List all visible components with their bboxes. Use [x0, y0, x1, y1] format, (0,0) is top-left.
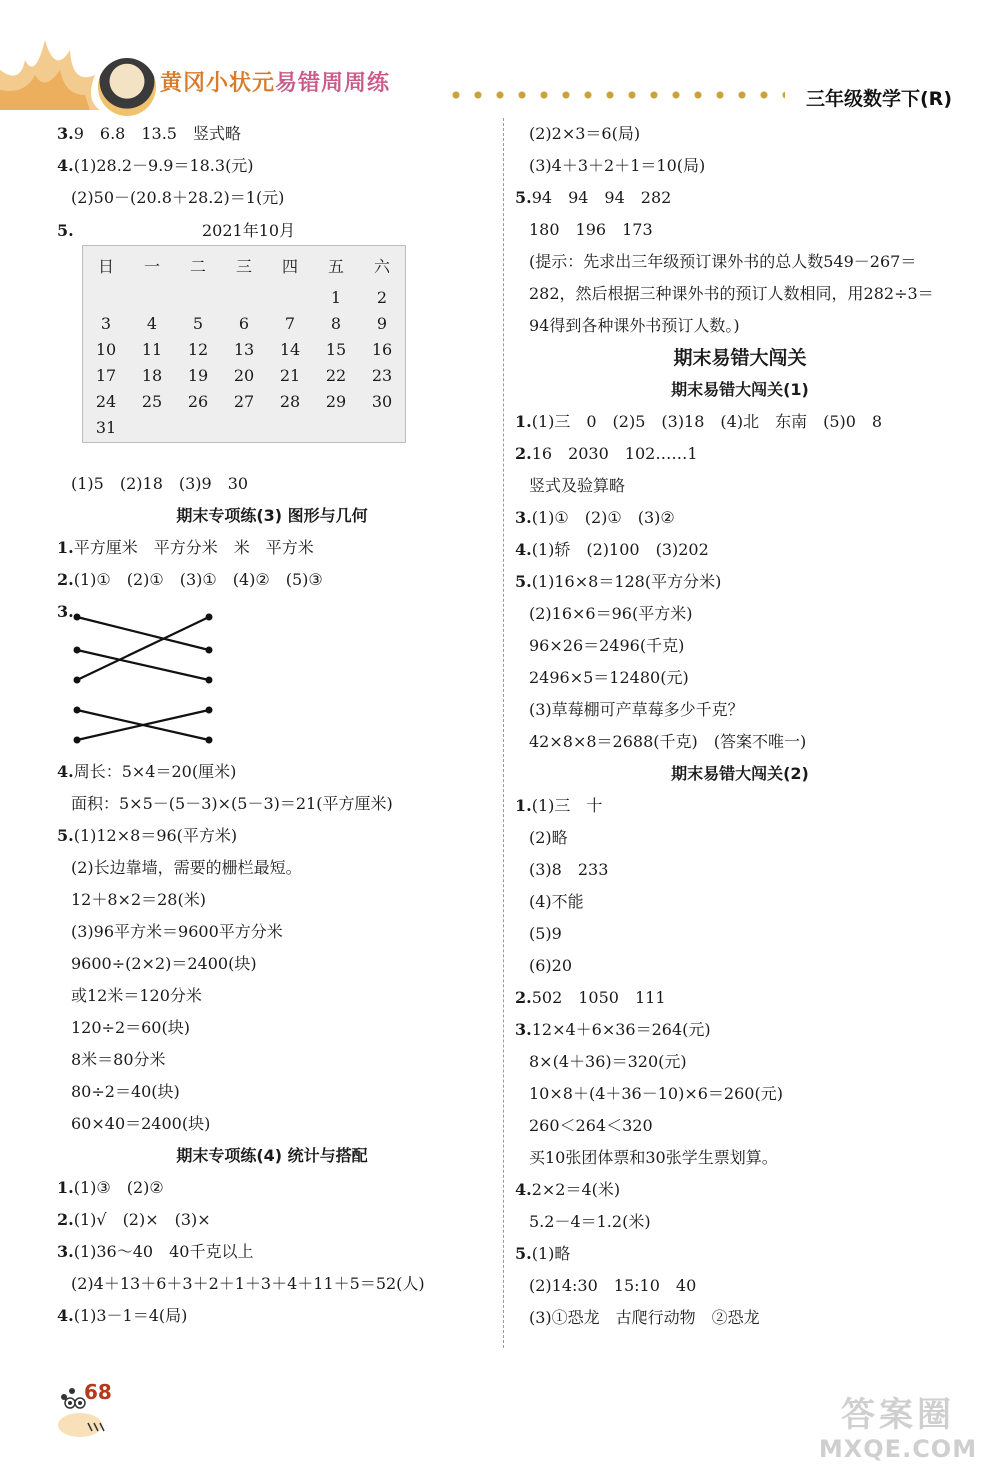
calendar-day-cell — [83, 284, 129, 310]
answer-line: 96×26＝2496(千克) — [529, 636, 685, 655]
answer-line: 8米＝80分米 — [71, 1050, 166, 1069]
answer-line: 42×8×8＝2688(千克) (答案不唯一) — [529, 732, 807, 751]
calendar-table — [82, 245, 406, 443]
left-column — [57, 118, 487, 214]
answer-line: 4.2×2＝4(米) — [515, 1180, 621, 1199]
answer-line: 12＋8×2＝28(米) — [71, 890, 206, 909]
hint-line: (提示：先求出三年级预订课外书的总人数549－267＝ — [529, 252, 917, 271]
answer-line: 1.平方厘米 平方分米 米 平方米 — [57, 538, 314, 557]
answer-line: 面积：5×5－(5－3)×(5－3)＝21(平方厘米) — [71, 794, 393, 813]
calendar-day-cell: 12 — [187, 339, 209, 359]
answer-line: (3)4＋3＋2＋1＝10(局) — [529, 156, 706, 175]
answer-line: (3)96平方米＝9600平方分米 — [71, 922, 283, 941]
answer-line: 1.(1)三 0 (2)5 (3)18 (4)北 东南 (5)0 8 — [515, 412, 883, 431]
answer-line: (2)略 — [529, 828, 568, 847]
calendar-day-cell — [221, 414, 267, 440]
calendar-day-cell — [267, 284, 313, 310]
answer-line: (2)4＋13＋6＋3＋2＋1＋3＋4＋11＋5＝52(人) — [71, 1274, 425, 1293]
calendar-day-cell: 1 — [330, 287, 342, 307]
left-column-part3 — [57, 756, 487, 1332]
calendar-day-cell — [359, 414, 405, 440]
calendar-day-cell: 18 — [141, 365, 163, 385]
calendar-day-cell: 3 — [100, 313, 112, 333]
calendar-day-cell: 30 — [371, 391, 393, 411]
answer-line: 2.16 2030 102……1 — [515, 444, 698, 463]
answer-line: 3.(1)① (2)① (3)② — [515, 508, 675, 527]
mascot-logo — [98, 58, 156, 116]
calendar-weekday-header: 五 — [327, 256, 344, 276]
calendar-day-cell: 11 — [141, 339, 163, 359]
main-section-title: 期末易错大闯关 — [673, 347, 807, 369]
answer-line: 5.(1)12×8＝96(平方米) — [57, 826, 238, 845]
calendar-day-cell: 7 — [284, 313, 296, 333]
dot-border-decoration — [445, 88, 785, 102]
watermark-text-top: 答案圈 — [841, 1395, 955, 1435]
calendar-day-cell: 26 — [187, 391, 209, 411]
answer-line: (2)14:30 15:10 40 — [529, 1276, 697, 1295]
calendar-day-cell: 16 — [371, 339, 393, 359]
calendar-day-cell: 13 — [233, 339, 255, 359]
grade-label: 三年级数学下(R) — [806, 88, 952, 110]
section-title: 期末专项练(3) 图形与几何 — [176, 506, 368, 525]
answer-line: 4.周长：5×4＝20(厘米) — [57, 762, 237, 781]
calendar-weekday-header: 一 — [143, 256, 160, 276]
calendar-day-cell: 4 — [146, 313, 158, 333]
calendar-day-cell: 24 — [95, 391, 117, 411]
answer-line: (4)不能 — [529, 892, 584, 911]
answer-line: 2.502 1050 111 — [515, 988, 666, 1007]
calendar-title-row — [57, 217, 487, 245]
calendar-day-cell: 22 — [325, 365, 347, 385]
calendar-week-row — [83, 414, 405, 440]
hint-line: 282，然后根据三种课外书的预订人数相同，用282÷3＝ — [529, 284, 934, 303]
calendar-weekday-header: 二 — [189, 256, 206, 276]
answer-line: 5.(1)略 — [515, 1244, 571, 1263]
calendar-day-cell: 9 — [376, 313, 388, 333]
answer-line: 3.9 6.8 13.5 竖式略 — [57, 124, 241, 143]
calendar-day-cell: 29 — [325, 391, 347, 411]
calendar-week-row — [83, 284, 405, 310]
watermark-logo — [818, 1395, 978, 1467]
answer-line: 2496×5＝12480(元) — [529, 668, 689, 687]
answer-line: (3)8 233 — [529, 860, 609, 879]
calendar-weekday-header: 三 — [235, 256, 252, 276]
section-title: 期末专项练(4) 统计与搭配 — [176, 1146, 368, 1165]
page-header — [0, 0, 1000, 120]
answer-line: 5.2－4＝1.2(米) — [529, 1212, 651, 1231]
answer-line: 120÷2＝60(块) — [71, 1018, 190, 1037]
answer-line: 1.(1)③ (2)② — [57, 1178, 164, 1197]
answer-line: 3.12×4＋6×36＝264(元) — [515, 1020, 711, 1039]
answer-line: 1.(1)三 十 — [515, 796, 603, 815]
calendar-day-cell: 8 — [330, 313, 342, 333]
answer-line: 180 196 173 — [529, 220, 653, 239]
calendar-day-cell — [129, 284, 175, 310]
calendar-day-cell: 17 — [95, 365, 117, 385]
calendar-week-row — [83, 336, 405, 362]
answer-line: 2.(1)① (2)① (3)① (4)② (5)③ — [57, 570, 323, 589]
answer-line: 10×8＋(4＋36－10)×6＝260(元) — [529, 1084, 783, 1103]
answer-line: (5)9 — [529, 924, 562, 943]
calendar-day-cell: 28 — [279, 391, 301, 411]
matching-lines-figure — [57, 602, 227, 752]
answer-line: (6)20 — [529, 956, 573, 975]
calendar-day-cell: 6 — [238, 313, 250, 333]
column-divider — [503, 118, 504, 1348]
answer-line: 5.(1)16×8＝128(平方分米) — [515, 572, 722, 591]
answer-line: (2)50－(20.8＋28.2)＝1(元) — [71, 188, 285, 207]
answer-line: 60×40＝2400(块) — [71, 1114, 211, 1133]
answer-line: 竖式及验算略 — [529, 476, 626, 495]
calendar-day-cell — [313, 414, 359, 440]
calendar-weekday-header: 六 — [373, 256, 390, 276]
answer-line: 5.94 94 94 282 — [515, 188, 672, 207]
calendar-day-cell: 10 — [95, 339, 117, 359]
brand-part1: 黄冈小状元 — [160, 71, 276, 96]
calendar-day-cell: 19 — [187, 365, 209, 385]
calendar-week-row — [83, 362, 405, 388]
page-number: 68 — [84, 1380, 112, 1404]
section-title: 期末易错大闯关(1) — [671, 380, 809, 399]
calendar-day-cell — [267, 414, 313, 440]
answer-line: (2)16×6＝96(平方米) — [529, 604, 693, 623]
answer-line: 8×(4＋36)＝320(元) — [529, 1052, 687, 1071]
watermark-text-bottom: MXQE.COM — [818, 1435, 978, 1463]
answer-line: 80÷2＝40(块) — [71, 1082, 180, 1101]
calendar-weekday-header: 四 — [281, 256, 298, 276]
answer-line: (3)草莓棚可产草莓多少千克？ — [529, 700, 744, 719]
question-number: 5. — [57, 221, 74, 240]
answer-line: 9600÷(2×2)＝2400(块) — [71, 954, 257, 973]
calendar-day-cell: 5 — [192, 313, 204, 333]
calendar-day-cell — [175, 284, 221, 310]
answer-line: 4.(1)轿 (2)100 (3)202 — [515, 540, 709, 559]
right-column — [515, 118, 965, 1334]
answer-line: 260＜264＜320 — [529, 1116, 653, 1135]
brand-title — [160, 66, 390, 97]
calendar-title: 2021年10月 — [202, 221, 296, 240]
section-title: 期末易错大闯关(2) — [671, 764, 809, 783]
calendar-day-cell: 27 — [233, 391, 255, 411]
calendar-day-cell: 23 — [371, 365, 393, 385]
calendar-day-cell: 31 — [95, 417, 117, 437]
answer-line: 4.(1)28.2－9.9＝18.3(元) — [57, 156, 254, 175]
answer-line: (2)2×3＝6(局) — [529, 124, 641, 143]
calendar-day-cell — [129, 414, 175, 440]
answer-line: 2.(1)√ (2)× (3)× — [57, 1210, 211, 1229]
answer-line: 4.(1)3－1＝4(局) — [57, 1306, 188, 1325]
calendar-weekday-header: 日 — [97, 256, 114, 276]
answer-line: 3.(1)36～40 40千克以上 — [57, 1242, 254, 1261]
answer-line: (1)5 (2)18 (3)9 30 — [71, 474, 249, 493]
answer-line: 或12米＝120分米 — [71, 986, 202, 1005]
answer-line: 3. — [57, 602, 74, 621]
hint-line: 94得到各种课外书预订人数。) — [529, 316, 740, 335]
calendar-week-row — [83, 310, 405, 336]
calendar-day-cell: 14 — [279, 339, 301, 359]
calendar-day-cell — [221, 284, 267, 310]
brand-part2: 易错周周练 — [275, 71, 391, 96]
calendar-day-cell: 25 — [141, 391, 163, 411]
calendar-day-cell: 2 — [376, 287, 388, 307]
calendar-week-row — [83, 388, 405, 414]
calendar-day-cell: 21 — [279, 365, 301, 385]
answer-line: 买10张团体票和30张学生票划算。 — [529, 1148, 778, 1167]
flame-decoration — [0, 30, 100, 110]
calendar-day-cell — [175, 414, 221, 440]
answer-line: (2)长边靠墙，需要的栅栏最短。 — [71, 858, 302, 877]
answer-line: (3)①恐龙 古爬行动物 ②恐龙 — [529, 1308, 760, 1327]
calendar-day-cell: 15 — [325, 339, 347, 359]
calendar-day-cell: 20 — [233, 365, 255, 385]
